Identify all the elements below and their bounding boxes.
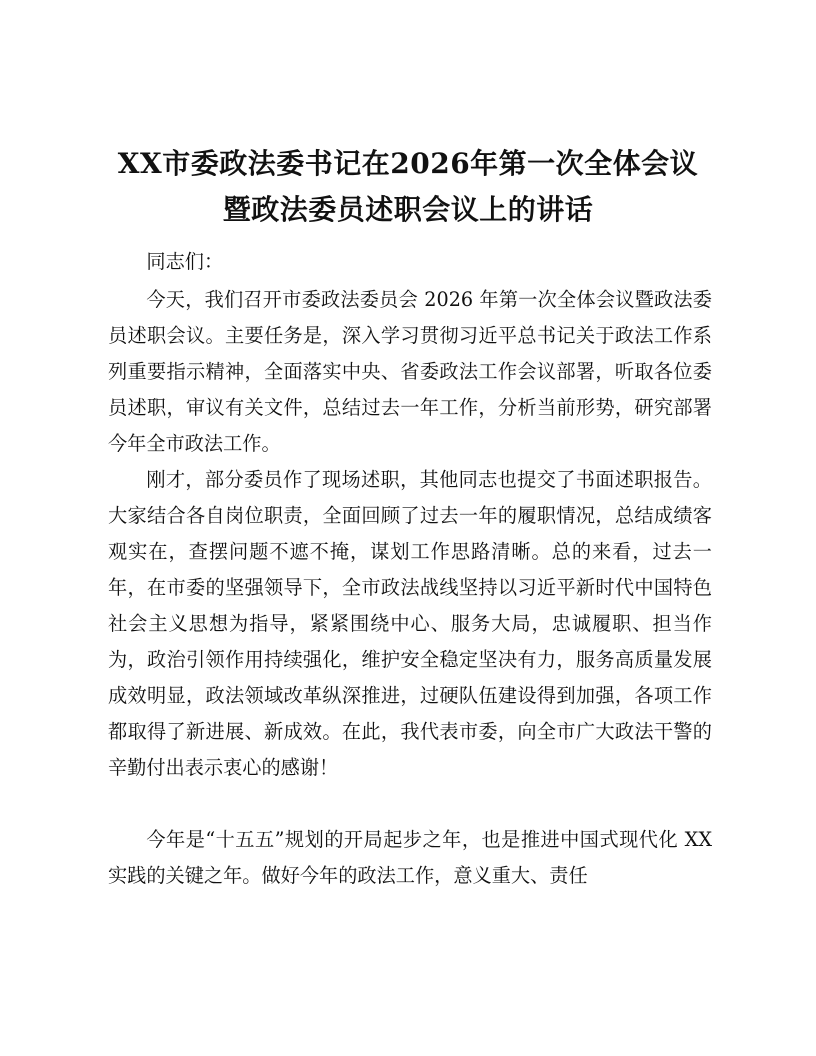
document-title-line2: 暨政法委员述职会议上的讲话 [222, 193, 594, 226]
paragraph-3: 今年是“十五五”规划的开局起步之年，也是推进中国式现代化 XX 实践的关键之年。做好今年的政法工作，意义重大、责任 [108, 828, 712, 887]
paragraph-1: 今天，我们召开市委政法委员会 2026 年第一次全体会议暨政法委员述职会议。主要任务是，深入学习贯彻习近平总书记关于政法工作系列重要指示精神，全面落实中央、省委政法工作会议部署，听取各位委员述职，审议有关文件，总结过去一年工作，分析当前形势，研究部署今年全市政法工作。 [108, 288, 712, 455]
salutation: 同志们： [146, 250, 224, 273]
document-title-line1: XX市委政法委书记在2026年第一次全体会议 [117, 147, 699, 180]
paragraph-2: 刚才，部分委员作了现场述职，其他同志也提交了书面述职报告。大家结合各自岗位职责，全面回顾了过去一年的履职情况，总结成绩客观实在，查摆问题不遮不掩，谋划工作思路清晰。总的来看，过去一年，在市委的坚强领导下，全市政法战线坚持以习近平新时代中国特色社会主义思想为指导，紧紧围绕中心、服务大局，忠诚履职、担当作为，政治引领作用持续强化，维护安全稳定坚决有力，服务高质量发展成效明显，政法领域改革纵深推进，过硬队伍建设得到加强，各项工作都取得了新进展、新成效。在此，我代表市委，向全市广大政法干警的辛勤付出表示衷心的感谢！ [108, 468, 712, 779]
